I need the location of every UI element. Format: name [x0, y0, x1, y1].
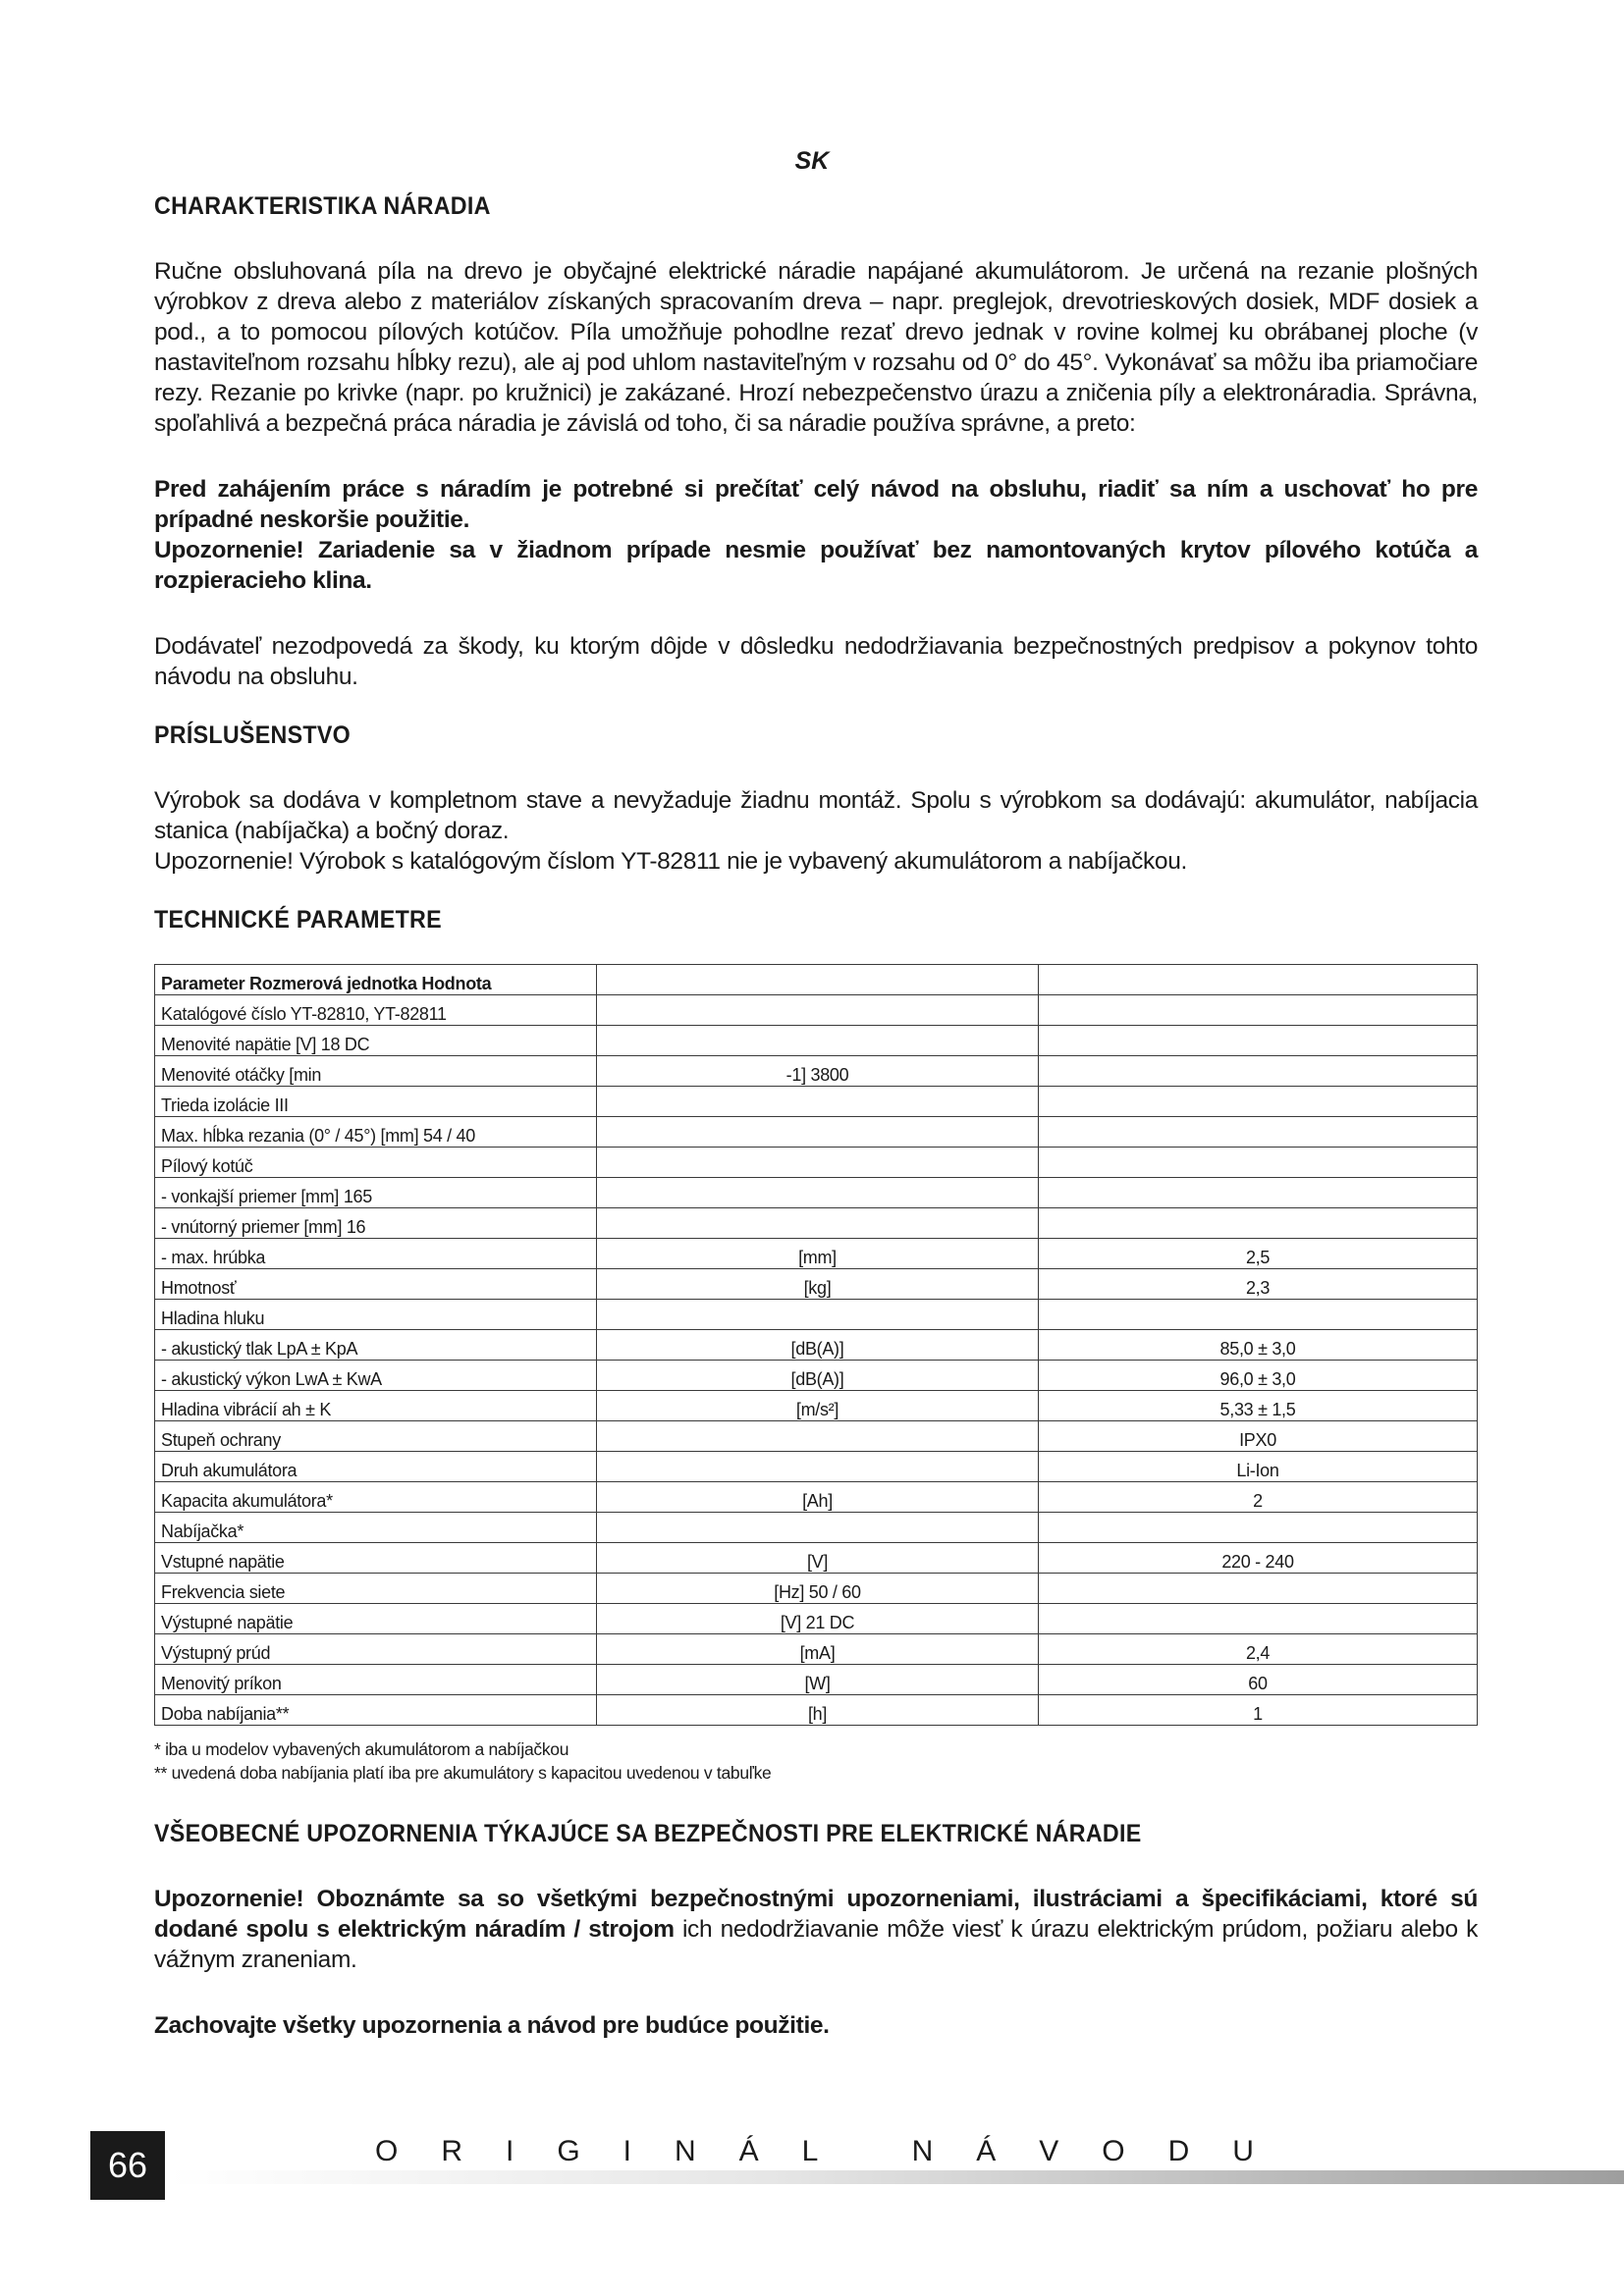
table-cell	[597, 1300, 1039, 1330]
table-cell: 85,0 ± 3,0	[1039, 1330, 1478, 1361]
table-row	[155, 1300, 1478, 1330]
table-cell	[1039, 1026, 1478, 1056]
table-row	[155, 1695, 1478, 1726]
table-cell	[1039, 1513, 1478, 1543]
table-row	[155, 1087, 1478, 1117]
footnote-1: * iba u modelov vybavených akumulátorom a nabíjačkou	[154, 1739, 569, 1759]
table-cell: [mA]	[597, 1634, 1039, 1665]
table-cell	[597, 1513, 1039, 1543]
table-header-row	[155, 965, 1478, 995]
safety-paragraph	[154, 1884, 1478, 1975]
table-cell: [dB(A)]	[597, 1361, 1039, 1391]
table-cell: Stupeň ochrany	[155, 1421, 597, 1452]
footer-gradient-bar	[169, 2170, 1624, 2184]
table-row	[155, 1543, 1478, 1574]
table-cell: Menovitý príkon	[155, 1665, 597, 1695]
safety-paragraph-bold: Upozornenie! Oboznámte sa so všetkými bezpečnostnými upozorneniami, ilustráciami a špecifikáciami, ktoré sú dodané spolu s elektrickým náradím / strojom	[154, 1886, 1478, 1943]
page-number: 66	[90, 2131, 165, 2200]
language-code: SK	[794, 147, 830, 175]
table-cell	[1039, 1208, 1478, 1239]
table-cell: [V] 21 DC	[597, 1604, 1039, 1634]
table-cell: 5,33 ± 1,5	[1039, 1391, 1478, 1421]
table-cell: Trieda izolácie III	[155, 1087, 597, 1117]
table-cell: Menovité otáčky [min	[155, 1056, 597, 1087]
page-footer	[90, 2131, 1583, 2200]
table-cell: [m/s²]	[597, 1391, 1039, 1421]
table-header-cell: Parameter Rozmerová jednotka Hodnota	[155, 965, 597, 995]
table-cell: - max. hrúbka	[155, 1239, 597, 1269]
table-cell	[1039, 1056, 1478, 1087]
section-title-accessories: PRÍSLUŠENSTVO	[154, 721, 351, 749]
table-cell	[1039, 1117, 1478, 1148]
table-cell: - akustický výkon LwA ± KwA	[155, 1361, 597, 1391]
table-cell: Katalógové číslo YT-82810, YT-82811	[155, 995, 597, 1026]
table-cell	[597, 1087, 1039, 1117]
table-cell	[597, 995, 1039, 1026]
table-cell	[1039, 1148, 1478, 1178]
table-cell: 220 - 240	[1039, 1543, 1478, 1574]
accessories-paragraph: Výrobok sa dodáva v kompletnom stave a nevyžaduje žiadnu montáž. Spolu s výrobkom sa dodávajú: akumulátor, nabíjacia stanica (nabíjačka) a bočný doraz.	[154, 787, 1478, 844]
liability-paragraph: Dodávateľ nezodpovedá za škody, ku ktorým dôjde v dôsledku nedodržiavania bezpečnostných predpisov a pokynov tohto návodu na obsluhu.	[154, 633, 1478, 690]
table-row	[155, 1148, 1478, 1178]
table-cell	[1039, 1300, 1478, 1330]
table-row	[155, 1239, 1478, 1269]
table-row	[155, 1056, 1478, 1087]
section-title-safety: VŠEOBECNÉ UPOZORNENIA TÝKAJÚCE SA BEZPEČNOSTI PRE ELEKTRICKÉ NÁRADIE	[154, 1820, 1142, 1847]
section-title-characteristics: CHARAKTERISTIKA NÁRADIA	[154, 192, 491, 220]
table-cell: Druh akumulátora	[155, 1452, 597, 1482]
table-cell	[1039, 1087, 1478, 1117]
section-title-technical-parameters: TECHNICKÉ PARAMETRE	[154, 906, 442, 934]
table-row	[155, 1026, 1478, 1056]
table-row	[155, 1665, 1478, 1695]
table-row	[155, 1117, 1478, 1148]
table-cell: Menovité napätie [V] 18 DC	[155, 1026, 597, 1056]
table-cell	[1039, 1604, 1478, 1634]
table-cell: Max. hĺbka rezania (0° / 45°) [mm] 54 / 40	[155, 1117, 597, 1148]
guard-warning: Upozornenie! Zariadenie sa v žiadnom prípade nesmie používať bez namontovaných krytov pílového kotúča a rozpieracieho klina.	[154, 537, 1478, 594]
characteristics-paragraph: Ručne obsluhovaná píla na drevo je obyčajné elektrické náradie napájané akumulátorom. Je určená na rezanie plošných výrobkov z dreva alebo z materiálov získaných spracovaním dreva – napr. preglejok, drevotrieskových dosiek, MDF dosiek a pod., a to pomocou pílových kotúčov. Píla umožňuje pohodlne rezať drevo jednak v rovine kolmej ku obrábanej ploche (v nastaviteľnom rozsahu hĺbky rezu), ale aj pod uhlom nastaviteľným v rozsahu od 0° do 45°. Vykonávať sa môžu iba priamočiare rezy. Rezanie po krivke (napr. po kružnici) je zakázané. Hrozí nebezpečenstvo úrazu a zničenia píly a elektronáradia. Správna, spoľahlivá a bezpečná práca náradia je závislá od toho, či sa náradie používa správne, a preto:	[154, 258, 1478, 437]
table-cell	[597, 1148, 1039, 1178]
table-cell	[597, 1452, 1039, 1482]
table-cell: Hladina vibrácií ah ± K	[155, 1391, 597, 1421]
table-row	[155, 995, 1478, 1026]
footer-title: ORIGINÁL NÁVODU	[375, 2135, 1297, 2167]
table-footnotes	[154, 1737, 1478, 1785]
footnote-2: ** uvedená doba nabíjania platí iba pre akumulátory s kapacitou uvedenou v tabuľke	[154, 1763, 772, 1783]
table-row	[155, 1604, 1478, 1634]
table-cell: Doba nabíjania**	[155, 1695, 597, 1726]
table-cell: IPX0	[1039, 1421, 1478, 1452]
read-manual-warning: Pred zahájením práce s náradím je potrebné si prečítať celý návod na obsluhu, riadiť sa ním a uschovať ho pre prípadné neskoršie použitie.	[154, 476, 1478, 533]
keep-instructions-note: Zachovajte všetky upozornenia a návod pre budúce použitie.	[154, 2012, 830, 2039]
table-cell: [kg]	[597, 1269, 1039, 1300]
table-cell: [h]	[597, 1695, 1039, 1726]
table-cell	[597, 1117, 1039, 1148]
table-cell: Nabíjačka*	[155, 1513, 597, 1543]
table-row	[155, 1482, 1478, 1513]
table-cell	[597, 1421, 1039, 1452]
table-cell: [Hz] 50 / 60	[597, 1574, 1039, 1604]
accessories-warning: Upozornenie! Výrobok s katalógovým číslom YT-82811 nie je vybavený akumulátorom a nabíjačkou.	[154, 848, 1187, 875]
table-row	[155, 1634, 1478, 1665]
technical-parameters-table	[154, 964, 1478, 1726]
table-cell: Výstupné napätie	[155, 1604, 597, 1634]
table-cell	[1039, 995, 1478, 1026]
table-cell: - vnútorný priemer [mm] 16	[155, 1208, 597, 1239]
table-cell: Frekvencia siete	[155, 1574, 597, 1604]
table-cell: - vonkajší priemer [mm] 165	[155, 1178, 597, 1208]
table-cell: Kapacita akumulátora*	[155, 1482, 597, 1513]
table-cell: [Ah]	[597, 1482, 1039, 1513]
table-cell: Hmotnosť	[155, 1269, 597, 1300]
table-cell: Vstupné napätie	[155, 1543, 597, 1574]
table-cell: 2,5	[1039, 1239, 1478, 1269]
table-row	[155, 1574, 1478, 1604]
table-row	[155, 1269, 1478, 1300]
table-row	[155, 1452, 1478, 1482]
table-cell: Li-Ion	[1039, 1452, 1478, 1482]
table-cell: [V]	[597, 1543, 1039, 1574]
table-cell: [W]	[597, 1665, 1039, 1695]
document-body	[154, 192, 1478, 2041]
table-cell	[1039, 965, 1478, 995]
table-cell: [mm]	[597, 1239, 1039, 1269]
table-cell	[597, 1208, 1039, 1239]
table-row	[155, 1513, 1478, 1543]
table-row	[155, 1421, 1478, 1452]
table-cell: 2	[1039, 1482, 1478, 1513]
table-cell: - akustický tlak LpA ± KpA	[155, 1330, 597, 1361]
table-cell	[1039, 1574, 1478, 1604]
table-row	[155, 1361, 1478, 1391]
table-cell: 2,3	[1039, 1269, 1478, 1300]
table-cell: -1] 3800	[597, 1056, 1039, 1087]
table-cell	[597, 1026, 1039, 1056]
table-cell	[1039, 1178, 1478, 1208]
table-cell	[597, 1178, 1039, 1208]
table-cell: Výstupný prúd	[155, 1634, 597, 1665]
table-cell	[597, 965, 1039, 995]
safety-paragraph-rest: ich nedodržiavanie môže viesť k úrazu elektrickým prúdom, požiaru alebo k vážnym zraneniam.	[154, 1916, 1478, 1973]
table-cell: Pílový kotúč	[155, 1148, 597, 1178]
table-cell: Hladina hluku	[155, 1300, 597, 1330]
table-cell: 1	[1039, 1695, 1478, 1726]
table-row	[155, 1330, 1478, 1361]
table-row	[155, 1208, 1478, 1239]
table-cell: 2,4	[1039, 1634, 1478, 1665]
table-cell: [dB(A)]	[597, 1330, 1039, 1361]
table-row	[155, 1178, 1478, 1208]
table-row	[155, 1391, 1478, 1421]
table-cell: 96,0 ± 3,0	[1039, 1361, 1478, 1391]
table-cell: 60	[1039, 1665, 1478, 1695]
